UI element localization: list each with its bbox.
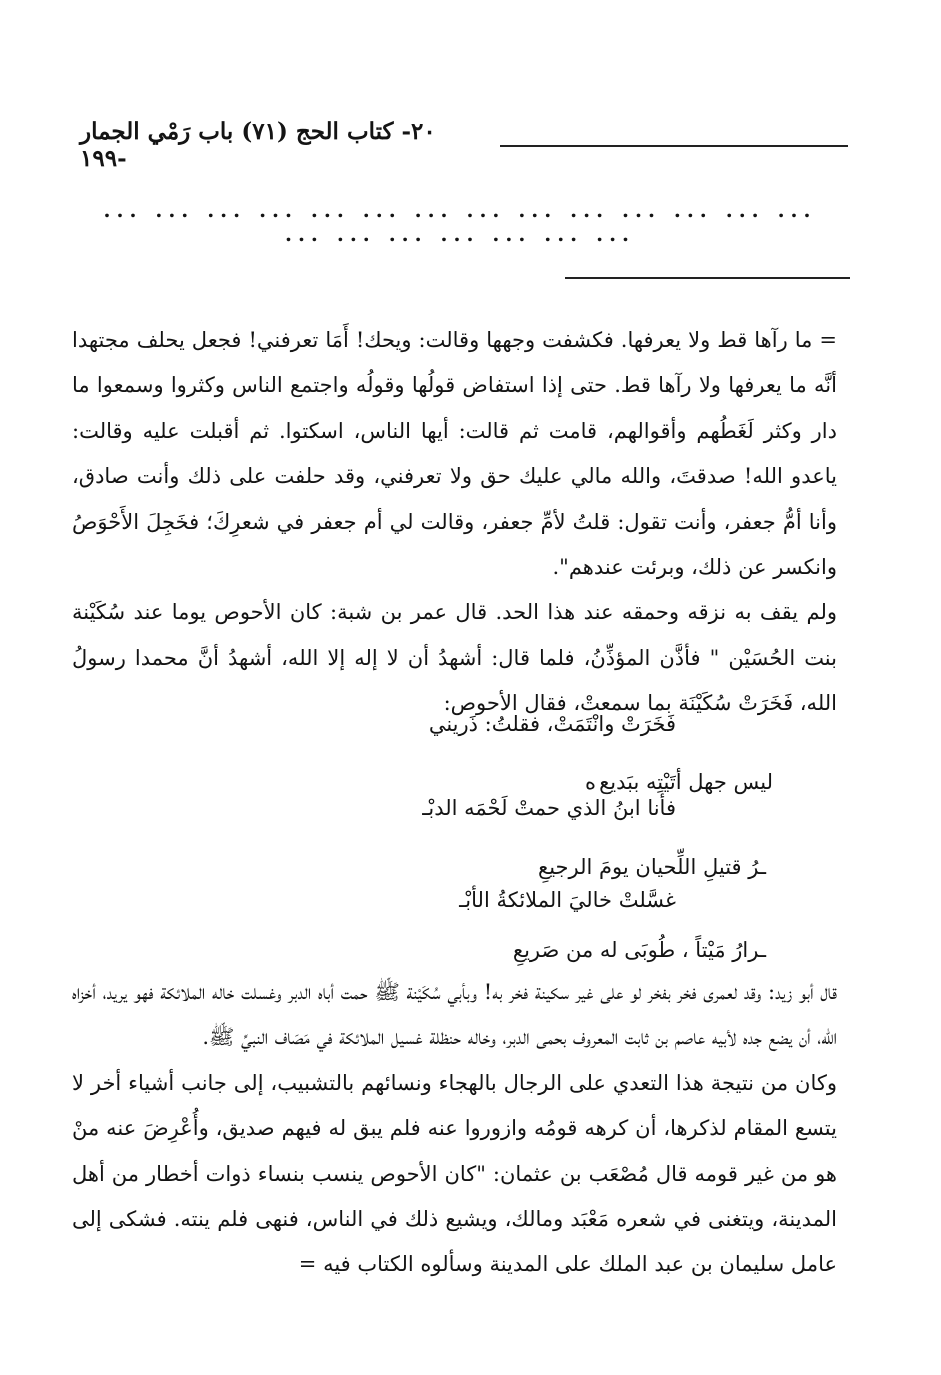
verse-mark: ه — [584, 770, 596, 794]
body-text-top — [72, 318, 837, 727]
body-text-bottom — [72, 970, 837, 1288]
footnote-rule — [565, 277, 850, 279]
ellipsis-row: ... ... ... ... ... ... ... ... ... ... ... ... ... ... ... ... ... ... ... ... ... — [103, 198, 817, 246]
verse-line: ـرارُ مَيْتاً ، طُوبَى له من صَريعِ — [512, 938, 766, 962]
verse-line: غسَّلتْ خاليَ الملائكةُ الأبْـ — [459, 888, 676, 912]
header-rule — [500, 145, 848, 147]
verse-line: فأنا ابنُ الذي حمتْ لَحْمَه الدبْـ — [422, 796, 676, 820]
verse-line: ـرُ قتيلِ اللِّحيان يومَ الرجيعِ — [538, 855, 766, 879]
verse-line: ليس جهل أتَيْتِه ببَديع — [599, 770, 773, 794]
verse-line: فَخَرَتْ وانْتَمَتْ، فقلتُ: ذَريني — [428, 712, 676, 736]
running-header: ٢٠- كتاب الحج (٧١) باب رَمْي الجمار -١٩٩ — [80, 118, 436, 172]
paragraph: = ما رآها قط ولا يعرفها. فكشفت وجهها وقالت: ويحك! أَمَا تعرفني! فجعل يحلف مجتهدا أنَّه ما يعرفها ولا رآها قط. حتى إذا استفاض قولُها وقولُه واجتمع الناس وكثروا وسمعوا ما دار وكثر لَغَطُهم وأقوالهم، قامت ثم قالت: أيها الناس، اسكتوا. ثم أقبلت عليه وقالت: ياعدو الله! صدقتَ، والله مالي عليك حق ولا تعرفني، وقد حلفت على ذلك وأنت صادق، وأنا أمُّ جعفر، وأنت تقول: قلتُ لأمِّ جعفر، وقالت لي أم جعفر في شعرِكَ؛ فخَجِلَ الأَحْوَصُ وانكسر عن ذلك، وبرئت عندهم". — [72, 328, 837, 580]
paragraph: قال أبو زيد: وقد لعمرى فخر بفخر لو على غير سكينة فخر به! وبأبي سُكَيْنة ﷺ حمت أباه الدبر وغسلت خاله الملائكة فهو يريد، أخزاه الله، أن يضع جده لأبيه عاصم بن ثابت المعروف بحمى الدبر، وخاله حنظلة غسيل الملائكة في مَصَاف النبيِّ ﷺ. — [72, 980, 837, 1050]
paragraph: وكان من نتيجة هذا التعدي على الرجال بالهجاء ونسائهم بالتشبيب، إلى جانب أشياء أخر لا يتسع المقام لذكرها، أن كرهه قومُه وازوروا عنه فلم يبق له فيهم صديق، وأُعْرِضَ عنه منْ هو من غير قومه قال مُصْعَب بن عثمان: "كان الأحوص ينسب بنساء ذوات أخطار من أهل المدينة، ويتغنى في شعره مَعْبَد ومالك، ويشيع ذلك في الناس، فنهى فلم ينته. فشكى إلى عامل سليمان بن عبد الملك على المدينة وسألوه الكتاب فيه = — [72, 1070, 837, 1277]
paragraph: ولم يقف به نزقه وحمقه عند هذا الحد. قال عمر بن شبة: كان الأحوص يوما عند سُكَيْنة بنت الحُسَيْن " فأذَّن المؤذِّنُ، فلما قال: أشهدُ أن لا إله إلا الله، أشهدُ أنَّ محمدا رسولُ الله، فَخَرَتْ سُكَيْنَة بما سمعتْ، فقال الأحوص: — [72, 600, 837, 716]
